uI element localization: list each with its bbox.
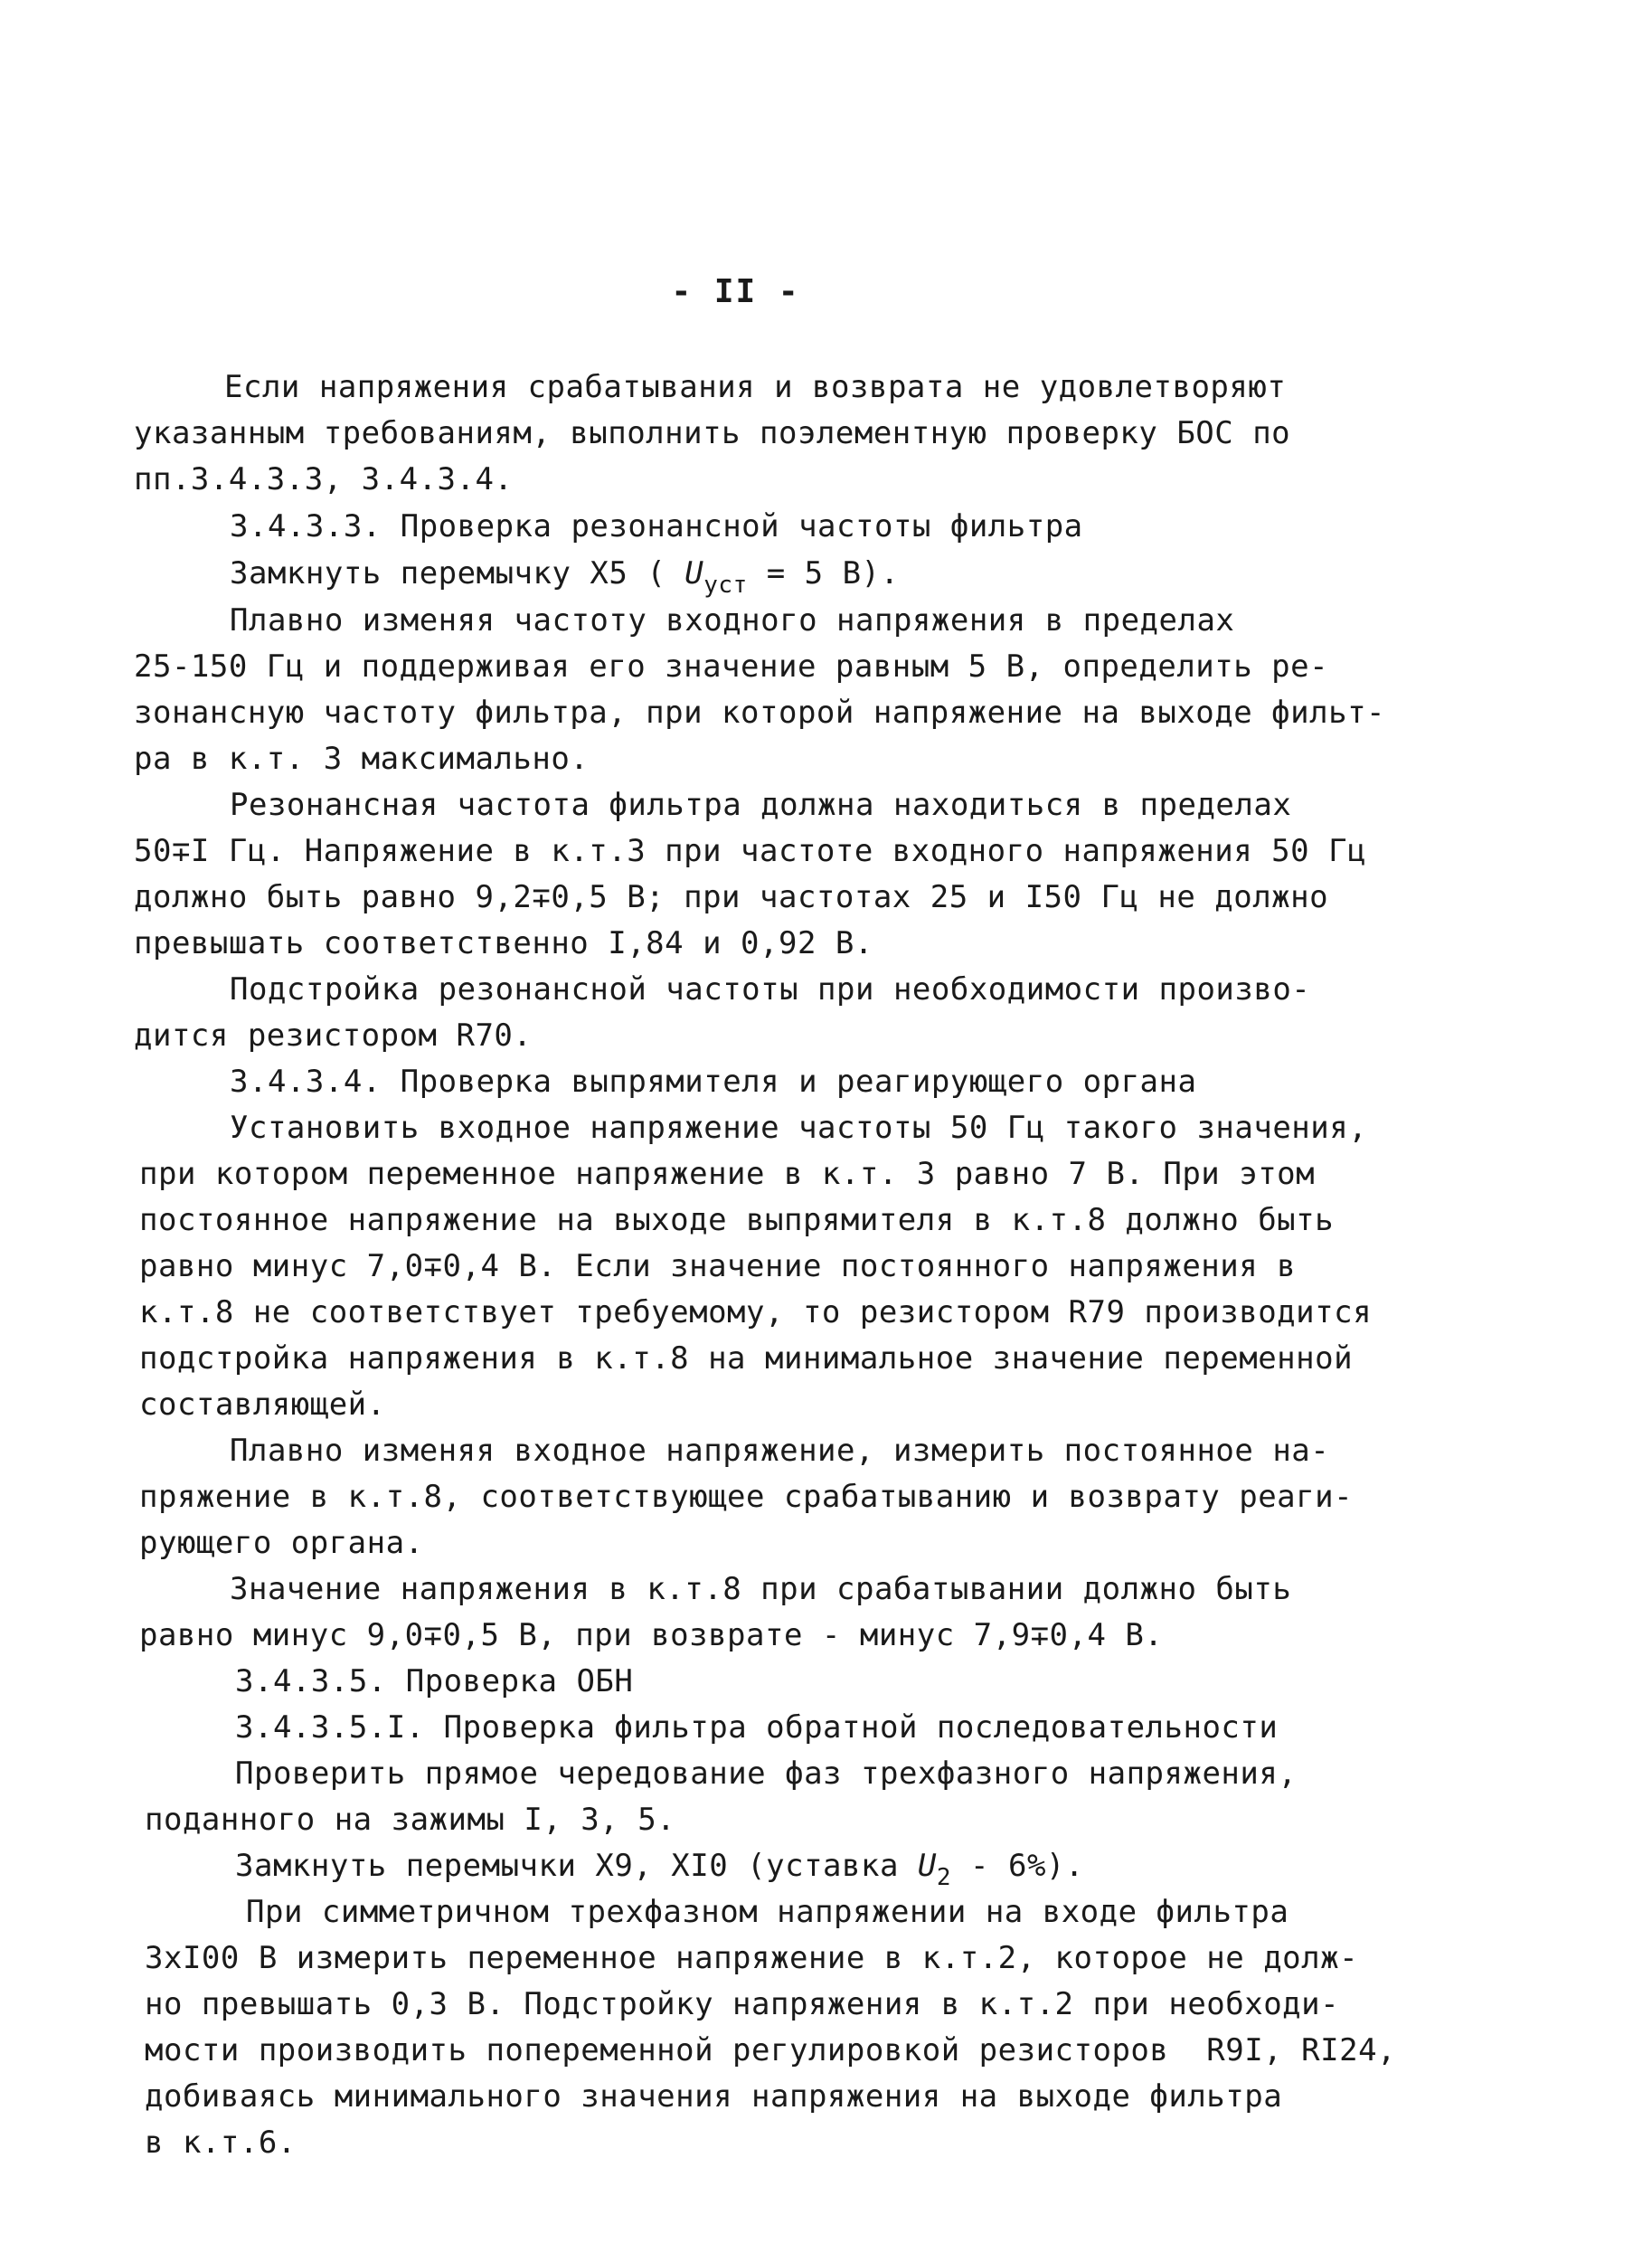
section-heading: 3.4.3.5. Проверка ОБН bbox=[235, 1663, 634, 1699]
text-line: 50∓I Гц. Напряжение в к.т.3 при частоте входного напряжения 50 Гц bbox=[134, 833, 1367, 869]
voltage-symbol: U bbox=[917, 1848, 937, 1884]
text-line: Если напряжения срабатывания и возврата не удовлетворяют bbox=[224, 369, 1287, 405]
text-line-jumper-x5 bbox=[230, 555, 900, 599]
text-line: указанным требованиям, выполнить поэлементную проверку БОС по bbox=[134, 415, 1291, 451]
jumper-x9-after: - 6%). bbox=[951, 1848, 1084, 1884]
voltage-subscript: 2 bbox=[936, 1864, 952, 1891]
text-line: равно минус 7,0∓0,4 В. Если значение постоянного напряжения в bbox=[139, 1248, 1297, 1284]
text-line: Установить входное напряжение частоты 50 Гц такого значения, bbox=[230, 1110, 1368, 1146]
text-line: но превышать 0,3 В. Подстройку напряжения в к.т.2 при необходи- bbox=[145, 1986, 1340, 2022]
text-line: 25-150 Гц и поддерживая его значение равным 5 В, определить ре- bbox=[134, 648, 1329, 685]
text-line: дится резистором R70. bbox=[134, 1017, 533, 1054]
text-line: превышать соответственно I,84 и 0,92 В. bbox=[134, 925, 873, 961]
section-heading: 3.4.3.3. Проверка резонансной частоты фильтра bbox=[230, 508, 1083, 544]
text-line: Значение напряжения в к.т.8 при срабатывании должно быть bbox=[230, 1571, 1292, 1607]
text-line: При симметричном трехфазном напряжении на входе фильтра bbox=[246, 1894, 1289, 1930]
text-line: мости производить попеременной регулировкой резисторов R9I, RI24, bbox=[145, 2032, 1397, 2068]
text-line: Проверить прямое чередование фаз трехфазного напряжения, bbox=[235, 1756, 1298, 1792]
text-line: должно быть равно 9,2∓0,5 В; при частотах 25 и I50 Гц не должно bbox=[134, 879, 1329, 915]
text-line: ра в к.т. 3 максимально. bbox=[134, 741, 590, 777]
page-number: - II - bbox=[671, 273, 800, 310]
section-heading: 3.4.3.5.I. Проверка фильтра обратной последовательности bbox=[235, 1709, 1279, 1746]
text-line: добиваясь минимального значения напряжения на выходе фильтра bbox=[145, 2078, 1283, 2115]
text-line: при котором переменное напряжение в к.т. 3 равно 7 В. При этом bbox=[139, 1156, 1316, 1192]
section-heading: 3.4.3.4. Проверка выпрямителя и реагирующего органа bbox=[230, 1064, 1197, 1100]
text-line: равно минус 9,0∓0,5 В, при возврате - минус 7,9∓0,4 В. bbox=[139, 1617, 1164, 1653]
text-line: составляющей. bbox=[139, 1387, 386, 1423]
text-line: постоянное напряжение на выходе выпрямителя в к.т.8 должно быть bbox=[139, 1202, 1335, 1238]
text-line: зонансную частоту фильтра, при которой напряжение на выходе фильт- bbox=[134, 695, 1386, 731]
text-line: рующего органа. bbox=[139, 1525, 424, 1561]
text-line: Резонансная частота фильтра должна находиться в пределах bbox=[230, 787, 1292, 823]
voltage-symbol: U bbox=[684, 555, 704, 592]
text-line: пп.3.4.3.3, 3.4.3.4. bbox=[134, 461, 514, 497]
text-line: Плавно изменяя частоту входного напряжения в пределах bbox=[230, 602, 1235, 639]
jumper-x5-before: Замкнуть перемычку Х5 ( bbox=[230, 555, 685, 592]
text-line: к.т.8 не соответствует требуемому, то резистором R79 производится bbox=[139, 1294, 1373, 1330]
text-line: Подстройка резонансной частоты при необходимости произво- bbox=[230, 971, 1311, 1008]
voltage-subscript: уст bbox=[703, 572, 748, 599]
text-line: подстройка напряжения в к.т.8 на минимальное значение переменной bbox=[139, 1340, 1354, 1377]
text-line: пряжение в к.т.8, соответствующее срабатыванию и возврату реаги- bbox=[139, 1479, 1354, 1515]
text-line: поданного на зажимы I, 3, 5. bbox=[145, 1802, 676, 1838]
text-line: Плавно изменяя входное напряжение, измерить постоянное на- bbox=[230, 1433, 1330, 1469]
text-line-jumper-x9 bbox=[235, 1848, 1084, 1891]
text-line: 3хI00 В измерить переменное напряжение в к.т.2, которое не долж- bbox=[145, 1940, 1359, 1976]
jumper-x9-before: Замкнуть перемычки Х9, ХI0 (уставка bbox=[235, 1848, 918, 1884]
text-line: в к.т.6. bbox=[145, 2125, 297, 2161]
jumper-x5-after: = 5 В). bbox=[747, 555, 900, 592]
